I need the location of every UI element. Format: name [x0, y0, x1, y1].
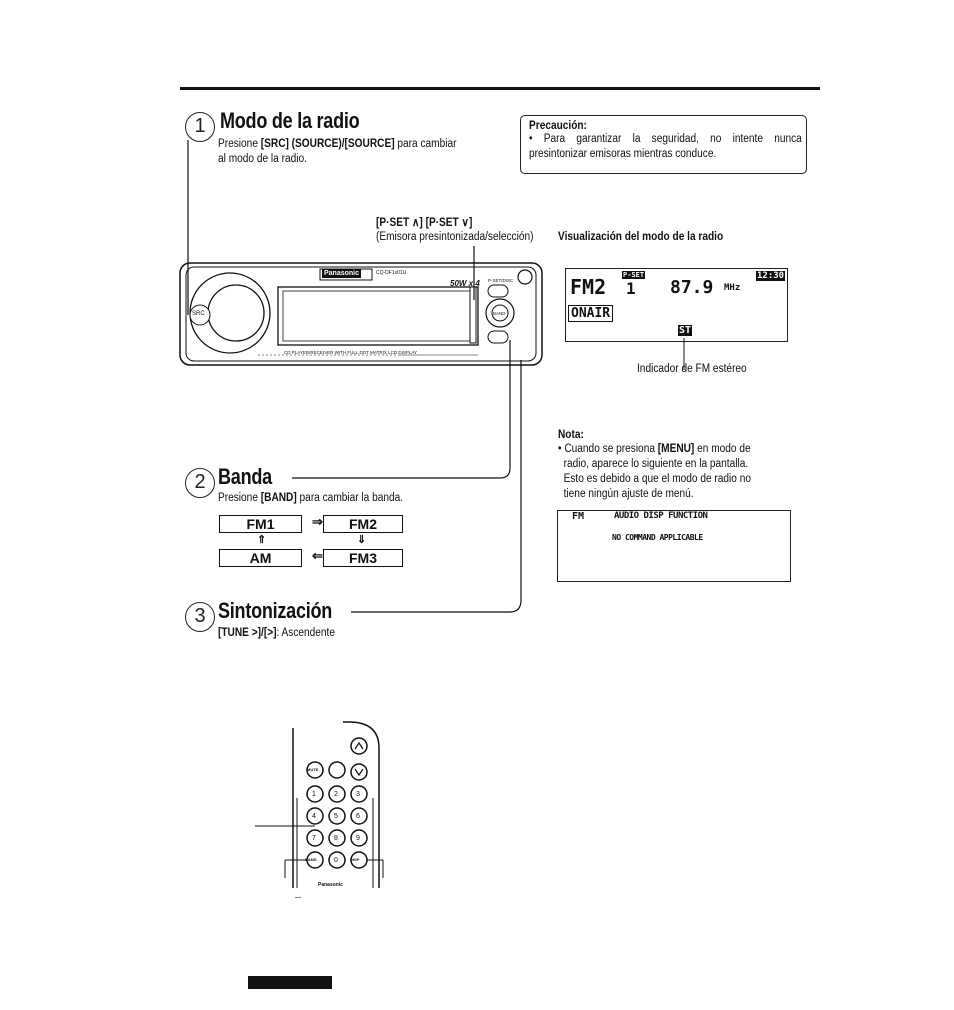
- lcd-unit: MHz: [724, 283, 741, 293]
- note-line4: tiene ningún ajuste de menú.: [563, 488, 694, 500]
- remote-brand: Panasonic: [318, 882, 344, 888]
- lcd-clock: 12:30: [757, 271, 785, 281]
- caution-text: [529, 132, 802, 162]
- caution-box: [520, 115, 807, 174]
- remote-band-key[interactable]: BAND: [305, 857, 317, 862]
- remote-key-6[interactable]: 6: [356, 813, 360, 820]
- step-3-text-suffix: : Ascendente: [276, 627, 335, 639]
- caution-bullet: •: [529, 133, 533, 145]
- note-bullet: •: [558, 443, 562, 455]
- step-2-band-key: [BAND]: [260, 492, 297, 504]
- stereo-indicator-caption: Indicador de FM estéreo: [637, 363, 747, 375]
- remote-illustration: [255, 718, 385, 898]
- caution-body: Para garantizar la seguridad, no intente nunca presintonizar emisoras mientras conduce.: [529, 133, 802, 160]
- caution-title: Precaución:: [529, 120, 587, 132]
- remote-key-5[interactable]: 5: [334, 813, 338, 820]
- note-line3: Esto es debido a que el modo de radio no: [563, 473, 751, 485]
- step-3-text: [218, 626, 335, 641]
- remote-key-3[interactable]: 3: [356, 791, 360, 798]
- note-line2: radio, aparece lo siguiente en la pantalla.: [563, 458, 749, 470]
- lcd-st-indicator: ST: [679, 325, 692, 336]
- lcd-pset-tag: P-SET: [623, 271, 645, 279]
- remote-key-7[interactable]: 7: [312, 835, 316, 842]
- arrow-up: ⇑: [257, 534, 267, 546]
- pset-desc-label: (Emisora presintonizada/selección): [376, 231, 534, 243]
- radio-lcd-display: [565, 268, 788, 342]
- head-unit-band-label[interactable]: BAND: [493, 311, 506, 316]
- remote-mute-label[interactable]: MUTE: [307, 767, 319, 772]
- step-1-text-suffix: para cambiar: [394, 138, 457, 150]
- page-footer-bar: [248, 976, 332, 989]
- step-3-title: Sintonización: [218, 598, 333, 623]
- remote-key-2[interactable]: 2: [334, 791, 338, 798]
- step-1-text-prefix: Presione: [218, 138, 261, 150]
- step-1-number: 1: [185, 112, 215, 142]
- band-fm1: FM1: [219, 515, 302, 533]
- pset-keys-label: [P·SET ∧] [P·SET ∨]: [376, 217, 473, 229]
- remote-key-0[interactable]: 0: [334, 857, 338, 864]
- note-title: Nota:: [558, 429, 584, 441]
- step-1-text-line2: al modo de la radio.: [218, 153, 307, 165]
- head-unit-src-label[interactable]: SRC: [192, 311, 205, 317]
- band-am: AM: [219, 549, 302, 567]
- menu-lcd-display: [557, 510, 791, 582]
- arrow-down: ⇓: [357, 534, 367, 546]
- arrow-left: ⇐: [312, 548, 323, 563]
- display-section-title: Visualización del modo de la radio: [558, 231, 724, 243]
- remote-key-4[interactable]: 4: [312, 813, 316, 820]
- note-text: [558, 442, 796, 502]
- head-unit-model: CQ-DF1x01U: [376, 270, 407, 276]
- step-2-text-suffix: para cambiar la banda.: [296, 492, 404, 504]
- note-line1-prefix: Cuando se presiona: [564, 443, 658, 455]
- step-3-tune-key: [TUNE >]/[>]: [218, 627, 277, 639]
- menu-lcd-band: FM: [572, 511, 585, 522]
- step-2-text: [218, 491, 403, 506]
- menu-lcd-message: NO COMMAND APPLICABLE: [612, 533, 703, 542]
- lcd-pset-number: 1: [626, 279, 636, 298]
- head-unit-power: 50W x 4: [450, 279, 480, 288]
- step-1-keys: [SRC] (SOURCE)/[SOURCE]: [260, 138, 395, 150]
- step-1-text: [218, 137, 482, 167]
- arrow-right: ⇒: [312, 514, 323, 529]
- top-rule: [180, 87, 820, 90]
- remote-disp-key[interactable]: DISP: [350, 857, 360, 862]
- note-line1-suffix: en modo de: [694, 443, 751, 455]
- menu-lcd-menu: AUDIO DISP FUNCTION: [614, 511, 708, 521]
- step-1-title: Modo de la radio: [220, 108, 360, 133]
- lcd-frequency: 87.9: [670, 277, 714, 298]
- note-menu-key: [MENU]: [657, 443, 695, 455]
- step-2-number: 2: [185, 468, 215, 498]
- lcd-band: FM2: [570, 275, 607, 299]
- band-fm2: FM2: [323, 515, 403, 533]
- remote-key-8[interactable]: 8: [334, 835, 338, 842]
- band-fm3: FM3: [323, 549, 403, 567]
- remote-key-9[interactable]: 9: [356, 835, 360, 842]
- step-2-title: Banda: [218, 464, 272, 489]
- step-2-text-prefix: Presione: [218, 492, 261, 504]
- head-unit-bottom-text: CD PLAYER/RECEIVER WITH FULL DOT MATRIX LCD DISPLAY: [284, 350, 418, 355]
- remote-key-1[interactable]: 1: [312, 791, 316, 798]
- step-3-number: 3: [185, 602, 215, 632]
- head-unit-brand: Panasonic: [324, 270, 360, 277]
- head-unit-pset-label[interactable]: P·SET/DISC: [488, 278, 514, 283]
- lcd-onair: ONAIR: [568, 305, 613, 322]
